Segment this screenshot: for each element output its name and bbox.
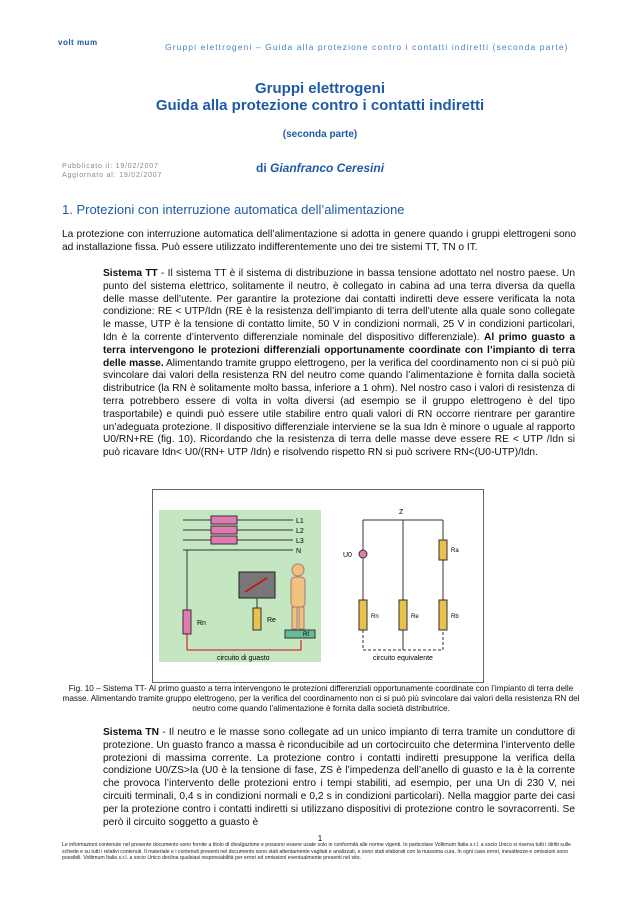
sistema-tn-label: Sistema TN <box>103 727 159 738</box>
document-title: Gruppi elettrogeni <box>254 80 385 97</box>
right-caption: circuito equivalente <box>373 655 433 662</box>
running-header: Gruppi elettrogeni – Guida alla protezione contro i contatti indiretti (seconda parte) <box>165 42 569 52</box>
u0-label: U0 <box>343 552 352 559</box>
l3-label: L3 <box>296 538 304 545</box>
sistema-tt-text-cont: Alimentando tramite gruppo elettrogeno, per la verifica del coordinamento non ci si può più svincolare dai valori della resistenza RN del neutro come quando l’alimentazione è fornita dalla società distributrice (la RN è solitamente molto bassa, inferiore a 1 ohm). Nel nostro caso i valori di resistenza di terra potrebbero essere di volta in volta diversi (ad esempio se il gruppo elettrogeno è del tipo trasportabile) e quindi può essere utile stabilire entro quali valori di RN occorre rientrare per garantire un’adeguata protezione. Il dispositivo differenziale interviene se la sua Idn è minore o uguale al rapporto U0/RN+RE (fig. 10). Ricordando che la resistenza di terra delle masse deve essere RE < UTP /Idn si può ricavare Idn< U0/(RN+ UTP /Idn) e risolvendo rispetto RN si può scrivere RN<(U0-UTP)/Idn. <box>103 357 575 459</box>
re-label: Re <box>267 617 276 624</box>
publication-dates <box>62 162 162 180</box>
section-heading: 1. Protezioni con interruzione automatica dell’alimentazione <box>62 202 405 217</box>
ra-label: Ra <box>451 548 459 554</box>
footer-disclaimer: Le informazioni contenute nel presente documento sono fornite a titolo di divulgazione e possono essere usate solo in conformità alle norme vigenti. In particolare Voltimum Italia s.r.l. a socio Unico si riserva tutti i diritti sulle schede e su tutti i relativi contenuti. Il materiale e i contenuti presenti nel documento sono stati attentamente vagliati e analizzati, e sono stati elaborati con la massima cura. In ogni caso errori, inesattezze e omissioni sono possibili. Voltimum Italia s.r.l. a socio Unico declina qualsiasi responsabilità per errori ed omissioni eventualmente presenti nel sito. <box>62 842 571 862</box>
re-eq-label: Re <box>411 614 419 620</box>
sistema-tt-label: Sistema TT <box>103 268 158 279</box>
sistema-tt-bold: Al primo guasto a terra intervengono le protezioni differenziali opportunamente coordinate con l’impianto di terra delle masse. <box>103 331 575 369</box>
updated-date: Aggiornato al: 19/02/2007 <box>62 172 163 179</box>
sistema-tt-text: - Il sistema TT è il sistema di distribuzione in bassa tensione adottato nel nostro paese. Un punto del sistema elettrico, solitamente il neutro, è collegato in cabina ad una terra diversa da quella delle masse dell’utente. Per garantire la protezione dai contatti indiretti deve essere verificata la nota condizione: RE < UTP/Idn (RE è la resistenza dell’impianto di terra dell’utente alla quale sono collegate le masse, UTP è la tensione di contatto limite, 50 V in condizioni normali, 25 V in condizioni particolari, Idn è la corrente d’intervento differenziale nominale del dispositivo differenziale). <box>103 268 575 343</box>
rb-label: Rb <box>451 614 459 620</box>
figure-10 <box>152 489 484 683</box>
author-name: Gianfranco Ceresini <box>270 161 385 175</box>
part-label: (seconda parte) <box>282 129 358 140</box>
rn-eq-label: Rn <box>371 614 379 620</box>
published-date: Pubblicato il: 19/02/2007 <box>62 163 159 170</box>
author-prefix: di <box>256 161 270 175</box>
document-subtitle: Guida alla protezione contro i contatti indiretti <box>155 97 485 114</box>
page-number: 1 <box>317 834 323 843</box>
sistema-tn-text: - Il neutro e le masse sono collegate ad un unico impianto di terra tramite un conduttore di protezione. Un guasto franco a massa è riconducibile ad un cortocircuito che determina l’intervento delle protezioni di massima corrente. La protezione contro i contatti indiretti presuppone la verifica della condizione U0/ZS>Ia (U0 è la tensione di fase, ZS è l’impedenza dell’anello di guasto e Ia è la corrente che provoca l’intervento delle protezioni entro i tempi stabiliti, ad esempio, per una Un di 230 V, nei circuiti terminali, 0,4 s in condizioni normali e 0,2 s in condizioni particolari). Nella maggior parte dei casi per la protezione contro i contatti indiretti si utilizzano dispositivi di protezione contro le sovracorrenti. Se però il circuito soggetto a guasto è <box>103 727 576 828</box>
left-caption: circuito di guasto <box>217 655 270 662</box>
rf-label: Rf <box>303 632 309 638</box>
figure-caption: Fig. 10 – Sistema TT- Al primo guasto a terra intervengono le protezioni differenziali opportunamente coordinate con l’impianto di terra delle masse. Alimentando tramite gruppo elettrogeno, per la verifica del coordinamento non ci si può più svincolare dai valori della resistenza RN del neutro come quando l’alimentazione è fornita dalla società distributrice. <box>62 684 580 714</box>
l1-label: L1 <box>296 518 304 525</box>
n-label: N <box>296 548 302 555</box>
tt-circuit-diagram <box>153 490 483 682</box>
voltimum-logo: volt mum <box>58 38 98 47</box>
sistema-tn-paragraph <box>103 727 575 829</box>
intro-paragraph: La protezione con interruzione automatica dell’alimentazione si adotta in genere quando i gruppi elettrogeni sono ad installazione fissa. Può essere utilizzato indifferentemente uno dei tre sistemi TT, TN o IT. <box>62 229 576 253</box>
sistema-tt-paragraph <box>103 268 575 460</box>
author-line <box>256 161 384 175</box>
rn-label: Rn <box>197 620 206 627</box>
z-label: Z <box>399 509 404 516</box>
l2-label: L2 <box>296 528 304 535</box>
